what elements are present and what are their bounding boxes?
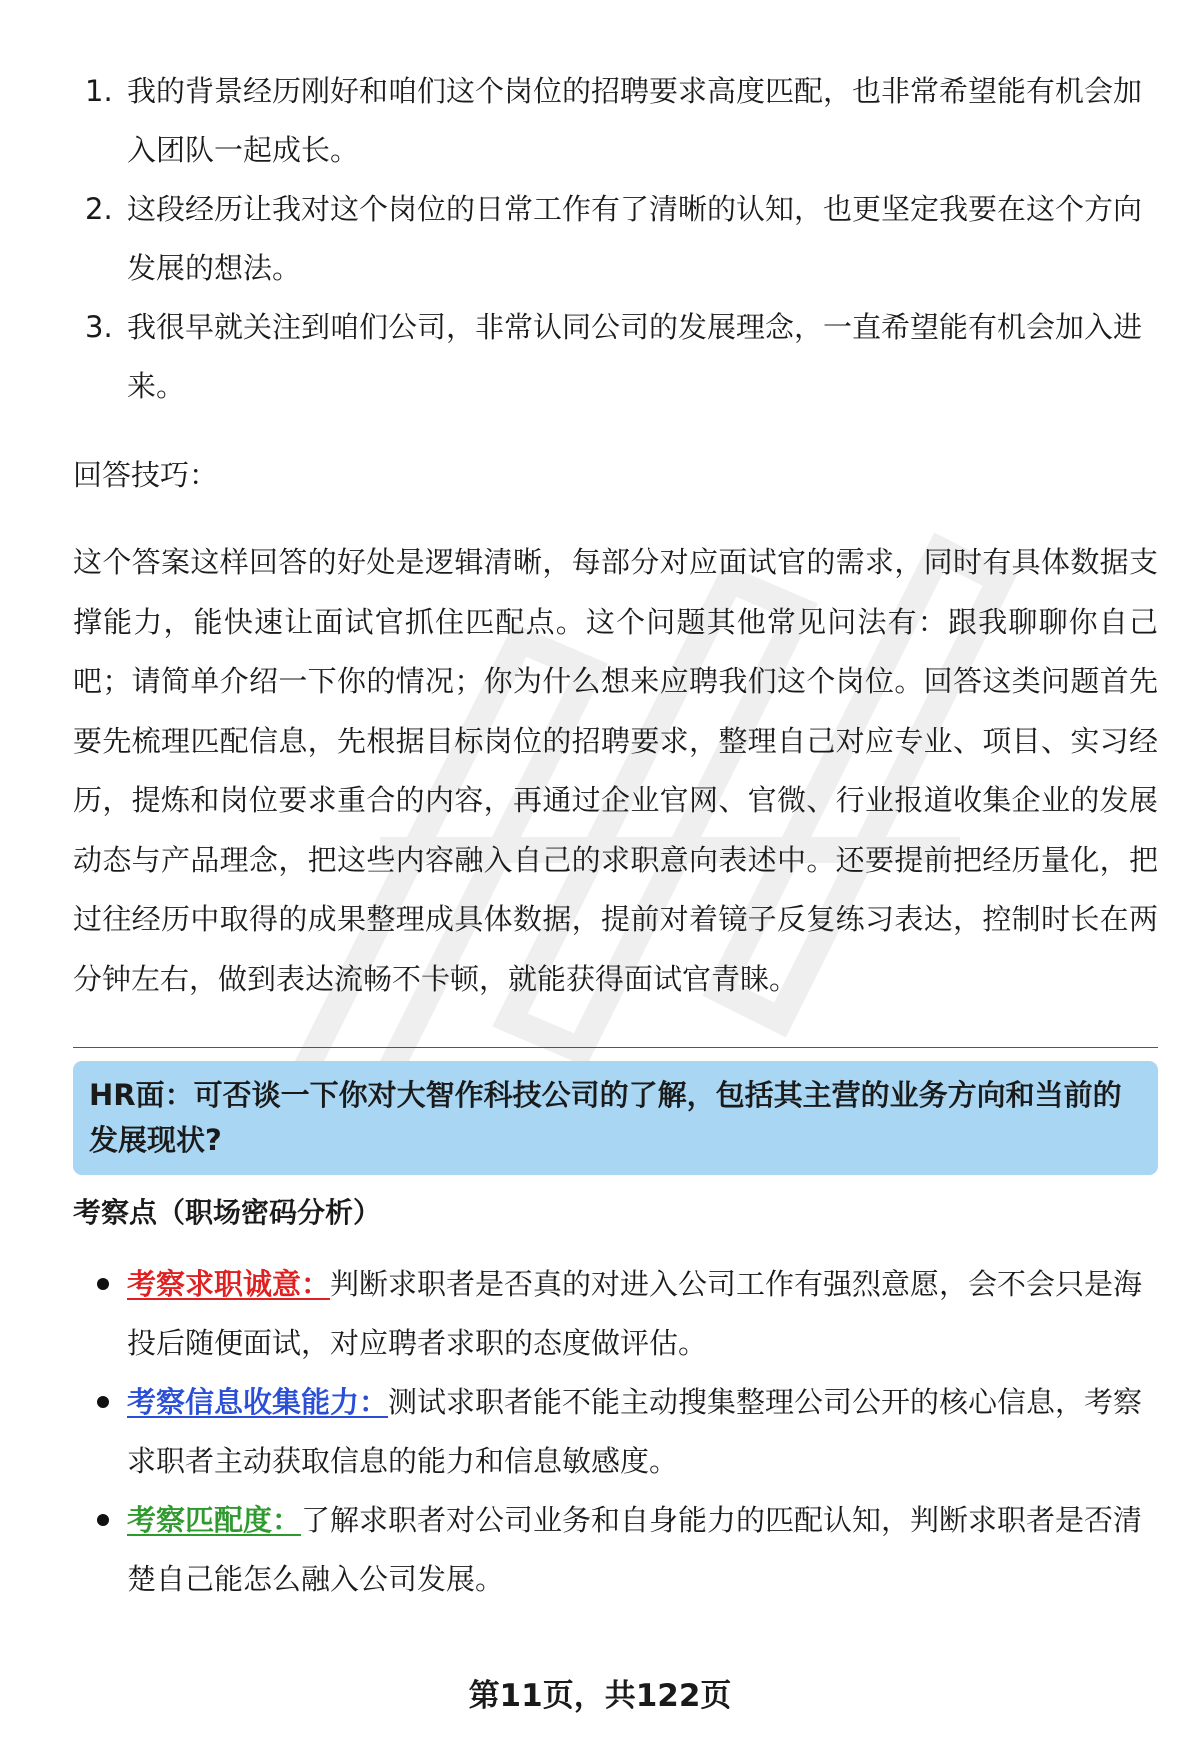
bullet-icon (97, 1514, 109, 1526)
list-item (73, 180, 1158, 298)
list-item (73, 1255, 1158, 1373)
point-text: 测试求职者能不能主动搜集整理公司公开的核心信息，考察求职者主动获取信息的能力和信息敏感度。 (127, 1385, 1143, 1478)
list-item-text: 这段经历让我对这个岗位的日常工作有了清晰的认知，也更坚定我要在这个方向发展的想法。 (127, 192, 1143, 285)
list-item (73, 62, 1158, 180)
section-divider (73, 1047, 1158, 1048)
page-content (73, 62, 1158, 1609)
hr-question-box: HR面：可否谈一下你对大智作科技公司的了解，包括其主营的业务方向和当前的发展现状? (73, 1061, 1158, 1175)
tips-paragraph: 这个答案这样回答的好处是逻辑清晰，每部分对应面试官的需求，同时有具体数据支撑能力，能快速让面试官抓住匹配点。这个问题其他常见问法有：跟我聊聊你自己吧；请简单介绍一下你的情况；你为什么想来应聘我们这个岗位。回答这类问题首先要先梳理匹配信息，先根据目标岗位的招聘要求，整理自己对应专业、项目、实习经历，提炼和岗位要求重合的内容，再通过企业官网、官微、行业报道收集企业的发展动态与产品理念，把这些内容融入自己的求职意向表述中。还要提前把经历量化，把过往经历中取得的成果整理成具体数据，提前对着镜子反复练习表达，控制时长在两分钟左右，做到表达流畅不卡顿，就能获得面试官青睐。 (73, 545, 1158, 996)
point-tag: 考察求职诚意： (127, 1267, 331, 1301)
answer-list (73, 62, 1158, 416)
point-tag: 考察匹配度： (127, 1503, 302, 1537)
point-text: 判断求职者是否真的对进入公司工作有强烈意愿，会不会只是海投后随便面试，对应聘者求职的态度做评估。 (127, 1267, 1143, 1360)
section-title: 考察点（职场密码分析） (73, 1196, 382, 1229)
list-item (73, 1373, 1158, 1491)
tips-label: 回答技巧： (73, 458, 219, 492)
bullet-icon (97, 1396, 109, 1408)
bullet-icon (97, 1278, 109, 1290)
point-tag: 考察信息收集能力： (127, 1385, 389, 1419)
list-item-text: 我很早就关注到咱们公司，非常认同公司的发展理念，一直希望能有机会加入进来。 (127, 310, 1143, 403)
list-number: 2. (85, 192, 113, 226)
list-item (73, 298, 1158, 416)
list-item-text: 我的背景经历刚好和咱们这个岗位的招聘要求高度匹配，也非常希望能有机会加入团队一起成长。 (127, 74, 1143, 167)
point-text: 了解求职者对公司业务和自身能力的匹配认知，判断求职者是否清楚自己能怎么融入公司发展。 (127, 1503, 1143, 1596)
list-item (73, 1491, 1158, 1609)
assessment-points-list (73, 1255, 1158, 1609)
list-number: 1. (85, 74, 113, 108)
list-number: 3. (85, 310, 113, 344)
page-number: 第11页，共122页 (468, 1678, 732, 1714)
